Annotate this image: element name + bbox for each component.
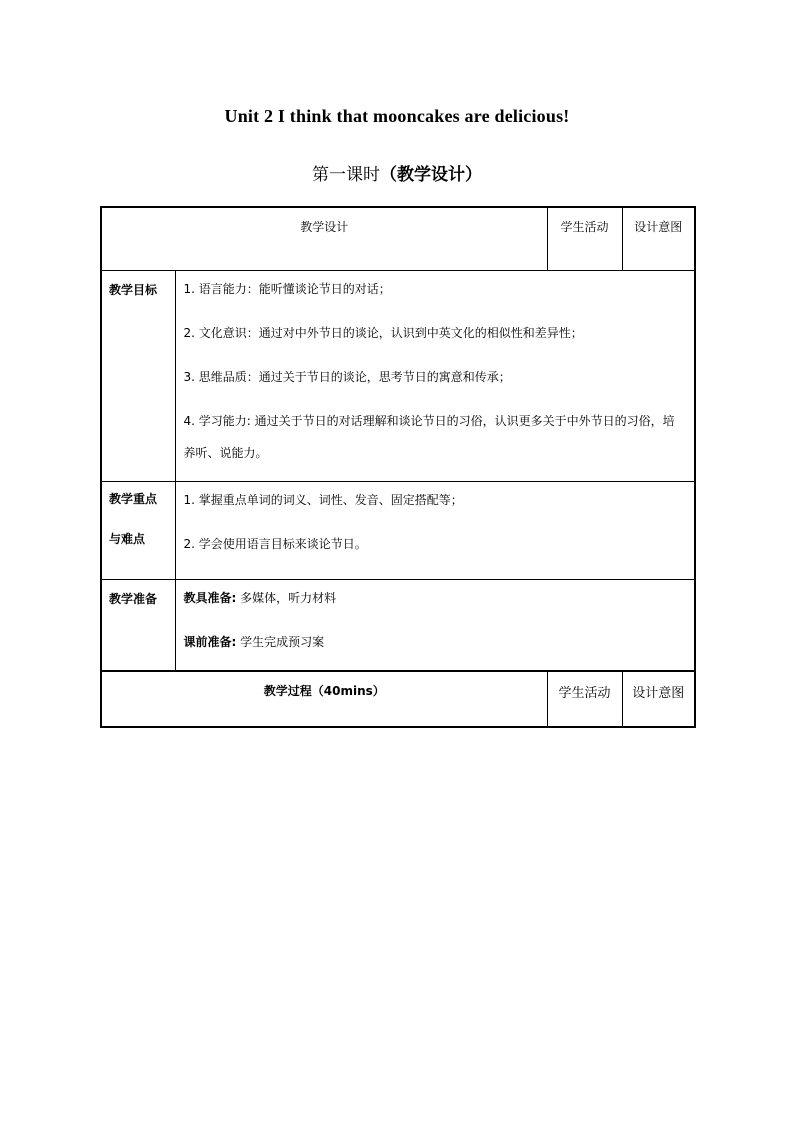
objective-item: 1. 语言能力：能听懂谈论节日的对话； xyxy=(183,282,391,296)
document-title: Unit 2 I think that mooncakes are delicious! xyxy=(224,106,570,126)
preparation-pre-class xyxy=(184,634,687,650)
subtitle-main: 第一课时 xyxy=(312,165,380,185)
objectives-label: 教学目标 xyxy=(109,283,158,297)
objective-item: 2. 文化意识：通过对中外节日的谈论，认识到中英文化的相似性和差异性； xyxy=(183,326,583,340)
header-intent-label: 设计意图 xyxy=(634,220,683,234)
objectives-label-cell xyxy=(101,271,175,482)
process-intent-cell xyxy=(622,671,695,727)
process-header-label: 教学过程（40mins） xyxy=(263,684,385,698)
tools-value: 多媒体，听力材料 xyxy=(236,591,337,605)
process-activity-cell xyxy=(547,671,622,727)
pre-class-label: 课前准备: xyxy=(183,635,237,649)
key-points-label-cell xyxy=(101,482,175,580)
process-header-row xyxy=(101,671,695,727)
key-points-label-line1: 教学重点 xyxy=(109,492,158,506)
preparation-label-cell xyxy=(101,580,175,672)
objective-item: 3. 思维品质：通过关于节日的谈论，思考节日的寓意和传承； xyxy=(183,370,511,384)
preparation-content-cell xyxy=(175,580,695,672)
preparation-tools xyxy=(184,590,687,606)
header-activity-label: 学生活动 xyxy=(560,220,609,234)
key-points-label-line2: 与难点 xyxy=(109,532,146,546)
key-points-content-cell xyxy=(175,482,695,580)
process-activity-label: 学生活动 xyxy=(558,686,611,701)
key-point-item: 2. 学会使用语言目标来谈论节日。 xyxy=(183,537,367,551)
pre-class-value: 学生完成预习案 xyxy=(236,635,325,649)
header-intent-cell xyxy=(622,207,695,271)
preparation-label: 教学准备 xyxy=(109,592,158,606)
tools-label: 教具准备: xyxy=(183,591,237,605)
header-design-cell xyxy=(101,207,547,271)
preparation-row xyxy=(101,580,695,672)
document-subtitle xyxy=(0,160,794,185)
key-points-row xyxy=(101,482,695,580)
key-point-item: 1. 掌握重点单词的词义、词性、发音、固定搭配等； xyxy=(183,493,463,507)
lesson-design-table xyxy=(100,206,696,728)
objectives-row xyxy=(101,271,695,482)
table-header-row xyxy=(101,207,695,271)
header-activity-cell xyxy=(547,207,622,271)
process-intent-label: 设计意图 xyxy=(632,686,685,701)
objective-item: 4. 学习能力: 通过关于节日的对话理解和谈论节日的习俗，认识更多关于中外节日的习俗，培养听、说能力。 xyxy=(183,414,675,460)
process-header-cell xyxy=(101,671,547,727)
objectives-content-cell xyxy=(175,271,695,482)
subtitle-bold: （教学设计） xyxy=(380,165,482,185)
header-design-label: 教学设计 xyxy=(300,220,349,234)
